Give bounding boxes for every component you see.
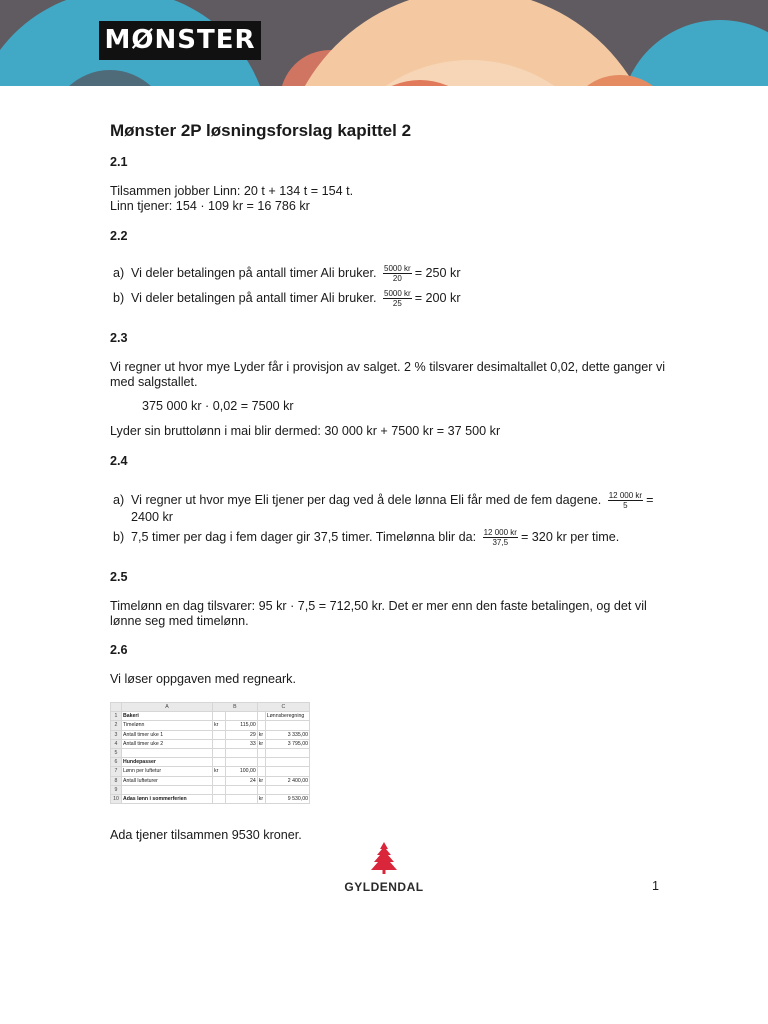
spreadsheet-cell: 100,00 [225, 767, 257, 776]
section-heading-2-2: 2.2 [110, 229, 128, 243]
s22-item-a [113, 264, 678, 283]
fraction [383, 264, 412, 283]
section-heading-2-4: 2.4 [110, 454, 128, 468]
spreadsheet-cell: Antall timer uke 2 [122, 739, 213, 748]
section-heading-2-3: 2.3 [110, 331, 128, 345]
spreadsheet-cell [122, 749, 213, 758]
spreadsheet-cell: 9 530,00 [265, 795, 309, 804]
s25-paragraph: Timelønn en dag tilsvarer: 95 kr · 7,5 = 712,50 kr. Det er mer enn den faste betalingen, og det vil lønne seg med timelønn. [110, 599, 647, 628]
s23-equation: 375 000 kr · 0,02 = 7500 kr [142, 399, 294, 413]
spreadsheet-row [111, 721, 310, 730]
spreadsheet-cell [225, 795, 257, 804]
spreadsheet-cell: 2 [111, 721, 122, 730]
spreadsheet-cell [213, 785, 226, 794]
spreadsheet-cell: 29 [225, 730, 257, 739]
spreadsheet-cell: 1 [111, 712, 122, 721]
spreadsheet-cell [213, 795, 226, 804]
page-title: Mønster 2P løsningsforslag kapittel 2 [110, 121, 412, 140]
column-header: A [122, 703, 213, 712]
spreadsheet-cell [213, 758, 226, 767]
spreadsheet-cell: 10 [111, 795, 122, 804]
spreadsheet-cell: kr [257, 739, 265, 748]
s26-intro: Vi løser oppgaven med regneark. [110, 672, 296, 686]
spreadsheet-row [111, 712, 310, 721]
s21-line1: Tilsammen jobber Linn: 20 t + 134 t = 154 t. [110, 184, 354, 198]
spreadsheet-cell: Lønn per luftetur [122, 767, 213, 776]
spreadsheet-cell: kr [213, 767, 226, 776]
publisher-name: GYLDENDAL [344, 880, 424, 894]
denominator: 20 [392, 274, 402, 283]
spreadsheet-cell [122, 785, 213, 794]
s22-item-b [113, 289, 678, 308]
spreadsheet-cell [257, 758, 265, 767]
spreadsheet-header-row [111, 703, 310, 712]
spreadsheet-cell: 7 [111, 767, 122, 776]
spreadsheet-cell: Bakeri [122, 712, 213, 721]
spreadsheet-cell [265, 767, 309, 776]
spreadsheet-cell: 115,00 [225, 721, 257, 730]
spreadsheet-cell: 8 [111, 776, 122, 785]
spreadsheet-row [111, 739, 310, 748]
spreadsheet-cell: 6 [111, 758, 122, 767]
item-result: = 320 kr per time. [520, 529, 620, 544]
spreadsheet-cell: 24 [225, 776, 257, 785]
section-heading-2-5: 2.5 [110, 570, 128, 584]
spreadsheet-cell: 2 400,00 [265, 776, 309, 785]
item-label: b) [113, 290, 125, 305]
fraction [383, 289, 412, 308]
item-label: b) [113, 529, 125, 544]
numerator: 5000 kr [384, 289, 411, 298]
item-text: Vi regner ut hvor mye Eli tjener per dag ved å dele lønna Eli får med de fem dagene. [131, 492, 602, 507]
spreadsheet-image [110, 702, 310, 809]
spreadsheet-cell [225, 758, 257, 767]
item-result: = 250 kr [414, 265, 461, 280]
page-number: 1 [652, 879, 660, 893]
spreadsheet-cell [257, 767, 265, 776]
s24-item-b [113, 528, 678, 547]
spreadsheet-cell [213, 712, 226, 721]
spreadsheet-cell [257, 712, 265, 721]
gyldendal-logo [339, 842, 429, 894]
item-eqsign: = [646, 492, 654, 507]
denominator: 25 [392, 299, 402, 308]
spreadsheet-cell [257, 721, 265, 730]
fraction [483, 528, 518, 547]
header-banner [0, 0, 768, 86]
spreadsheet-cell: 5 [111, 749, 122, 758]
item-result: = 200 kr [414, 290, 461, 305]
numerator: 5000 kr [384, 264, 411, 273]
item-result: 2400 kr [131, 510, 174, 524]
tree-icon [371, 842, 397, 874]
s24-item-a [113, 491, 678, 525]
section-heading-2-6: 2.6 [110, 643, 128, 657]
spreadsheet-cell: Antall lufteturer [122, 776, 213, 785]
spreadsheet-cell [213, 776, 226, 785]
item-label: a) [113, 492, 125, 507]
spreadsheet-cell: kr [257, 795, 265, 804]
spreadsheet-row [111, 776, 310, 785]
denominator: 5 [623, 501, 628, 510]
spreadsheet-cell [265, 785, 309, 794]
spreadsheet-row [111, 730, 310, 739]
spreadsheet-cell [265, 758, 309, 767]
s23-paragraph: Vi regner ut hvor mye Lyder får i provisjon av salget. 2 % tilsvarer desimaltallet 0,02, dette ganger vi med salgstallet. [110, 360, 666, 389]
spreadsheet-cell [265, 721, 309, 730]
numerator: 12 000 kr [483, 528, 517, 537]
spreadsheet-cell [257, 785, 265, 794]
fraction [608, 491, 643, 510]
spreadsheet-cell: kr [257, 730, 265, 739]
spreadsheet-row [111, 749, 310, 758]
spreadsheet-cell: 3 795,00 [265, 739, 309, 748]
monster-logo: MØNSTER [99, 21, 261, 60]
spreadsheet-table [110, 702, 310, 804]
s26-conclusion: Ada tjener tilsammen 9530 kroner. [110, 828, 302, 842]
spreadsheet-cell [225, 785, 257, 794]
s21-line2: Linn tjener: 154 · 109 kr = 16 786 kr [110, 199, 310, 213]
spreadsheet-cell [257, 749, 265, 758]
spreadsheet-cell: Lønnsberegning [265, 712, 309, 721]
denominator: 37,5 [492, 538, 509, 547]
spreadsheet-cell [213, 739, 226, 748]
spreadsheet-cell [265, 749, 309, 758]
spreadsheet-cell [213, 730, 226, 739]
spreadsheet-cell [213, 749, 226, 758]
spreadsheet-cell: kr [213, 721, 226, 730]
spreadsheet-cell: 9 [111, 785, 122, 794]
spreadsheet-cell: Timelønn [122, 721, 213, 730]
spreadsheet-row [111, 767, 310, 776]
spreadsheet-cell: 3 335,00 [265, 730, 309, 739]
spreadsheet-cell: 33 [225, 739, 257, 748]
spreadsheet-row [111, 758, 310, 767]
spreadsheet-row [111, 795, 310, 804]
spreadsheet-cell: Adas lønn i sommerferien [122, 795, 213, 804]
spreadsheet-cell: Hundepasser [122, 758, 213, 767]
item-text: 7,5 timer per dag i fem dager gir 37,5 timer. Timelønna blir da: [131, 529, 477, 544]
spreadsheet-cell: 3 [111, 730, 122, 739]
column-header: B [213, 703, 258, 712]
spreadsheet-cell [225, 712, 257, 721]
spreadsheet-cell: kr [257, 776, 265, 785]
section-heading-2-1: 2.1 [110, 155, 128, 169]
item-text: Vi deler betalingen på antall timer Ali bruker. [131, 265, 377, 280]
spreadsheet-cell [225, 749, 257, 758]
spreadsheet-cell: 4 [111, 739, 122, 748]
spreadsheet-cell: Antall timer uke 1 [122, 730, 213, 739]
column-header: C [257, 703, 309, 712]
s23-conclusion: Lyder sin bruttolønn i mai blir dermed: 30 000 kr + 7500 kr = 37 500 kr [110, 424, 501, 438]
numerator: 12 000 kr [608, 491, 643, 500]
item-label: a) [113, 265, 125, 280]
item-text: Vi deler betalingen på antall timer Ali bruker. [131, 290, 377, 305]
spreadsheet-row [111, 785, 310, 794]
